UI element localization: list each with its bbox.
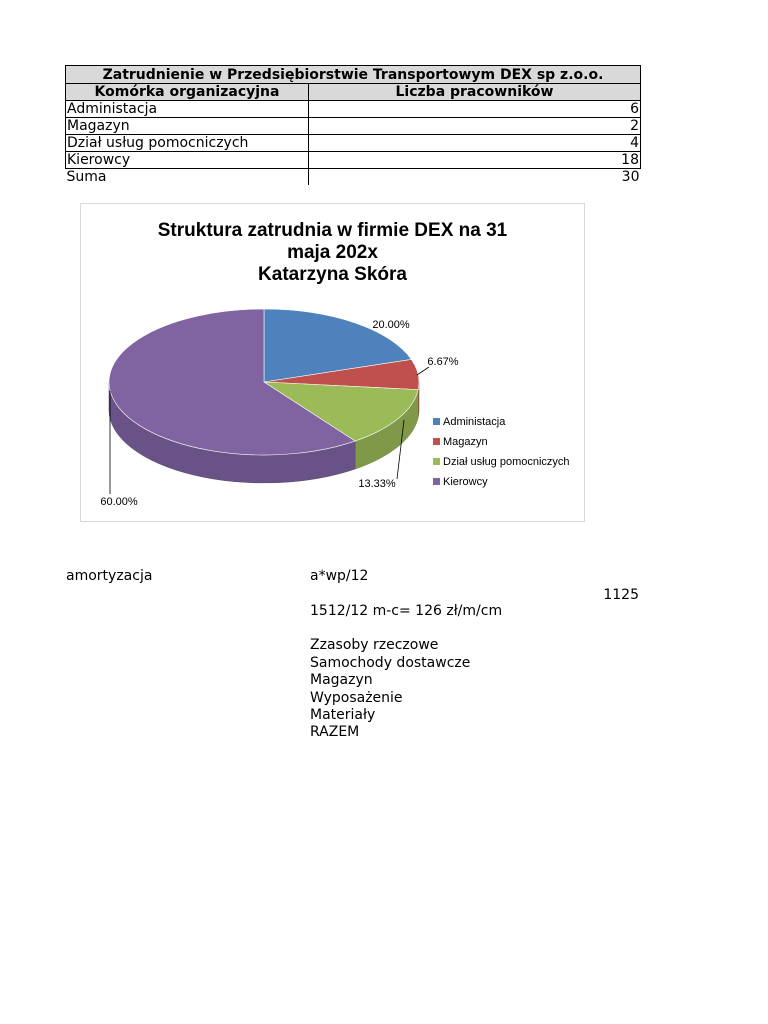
leader-line: [417, 367, 429, 375]
resources-list-item[interactable]: Zzasoby rzeczowe: [310, 637, 439, 653]
pie-chart[interactable]: [80, 203, 585, 522]
cell-total-label[interactable]: Suma: [66, 169, 309, 186]
resources-list-item[interactable]: Samochody dostawcze: [310, 655, 471, 671]
legend-swatch: [433, 478, 440, 485]
legend-label: Dział usług pomocniczych: [443, 456, 570, 468]
amortization-label[interactable]: amortyzacja: [66, 568, 153, 584]
cell-employee-count[interactable]: 18: [309, 152, 641, 169]
legend-swatch: [433, 418, 440, 425]
cell-unit-name[interactable]: Dział usług pomocniczych: [66, 135, 309, 152]
table-row-total: [66, 169, 641, 186]
column-header-unit: Komórka organizacyjna: [66, 84, 309, 101]
table-row: [66, 152, 641, 169]
pie-percent-label: 13.33%: [358, 478, 396, 490]
table-row: [66, 101, 641, 118]
resources-list-item[interactable]: Wyposażenie: [310, 690, 403, 706]
pie-percent-label: 6.67%: [427, 356, 459, 368]
legend-label: Administacja: [443, 416, 506, 428]
cell-unit-name[interactable]: Magazyn: [66, 118, 309, 135]
amortization-calculation[interactable]: 1512/12 m-c= 126 zł/m/cm: [310, 603, 503, 619]
resources-list-item[interactable]: Magazyn: [310, 672, 373, 688]
amortization-value[interactable]: 1125: [603, 587, 639, 603]
legend-swatch: [433, 458, 440, 465]
employment-table: [65, 65, 641, 185]
cell-employee-count[interactable]: 6: [309, 101, 641, 118]
chart-title-line: Struktura zatrudnia w firmie DEX na 31: [157, 220, 508, 241]
table-row: [66, 118, 641, 135]
legend-swatch: [433, 438, 440, 445]
pie-percent-label: 60.00%: [100, 496, 138, 508]
chart-title-line: Katarzyna Skóra: [258, 264, 407, 285]
cell-total-value[interactable]: 30: [309, 169, 641, 186]
resources-list-total[interactable]: RAZEM: [310, 724, 360, 740]
legend-label: Magazyn: [443, 436, 488, 448]
cell-employee-count[interactable]: 4: [309, 135, 641, 152]
chart-title-line: maja 202x: [287, 242, 378, 263]
table-title: Zatrudnienie w Przedsiębiorstwie Transportowym DEX sp z.o.o.: [66, 66, 641, 84]
legend-label: Kierowcy: [443, 476, 488, 488]
column-header-count: Liczba pracowników: [309, 84, 641, 101]
cell-employee-count[interactable]: 2: [309, 118, 641, 135]
table-row: [66, 135, 641, 152]
chart-legend: [433, 416, 570, 488]
pie-chart-canvas: [81, 204, 584, 521]
resources-list-item[interactable]: Materiały: [310, 707, 376, 723]
pie-percent-label: 20.00%: [372, 319, 410, 331]
amortization-formula[interactable]: a*wp/12: [310, 568, 369, 584]
cell-unit-name[interactable]: Kierowcy: [66, 152, 309, 169]
cell-unit-name[interactable]: Administacja: [66, 101, 309, 118]
